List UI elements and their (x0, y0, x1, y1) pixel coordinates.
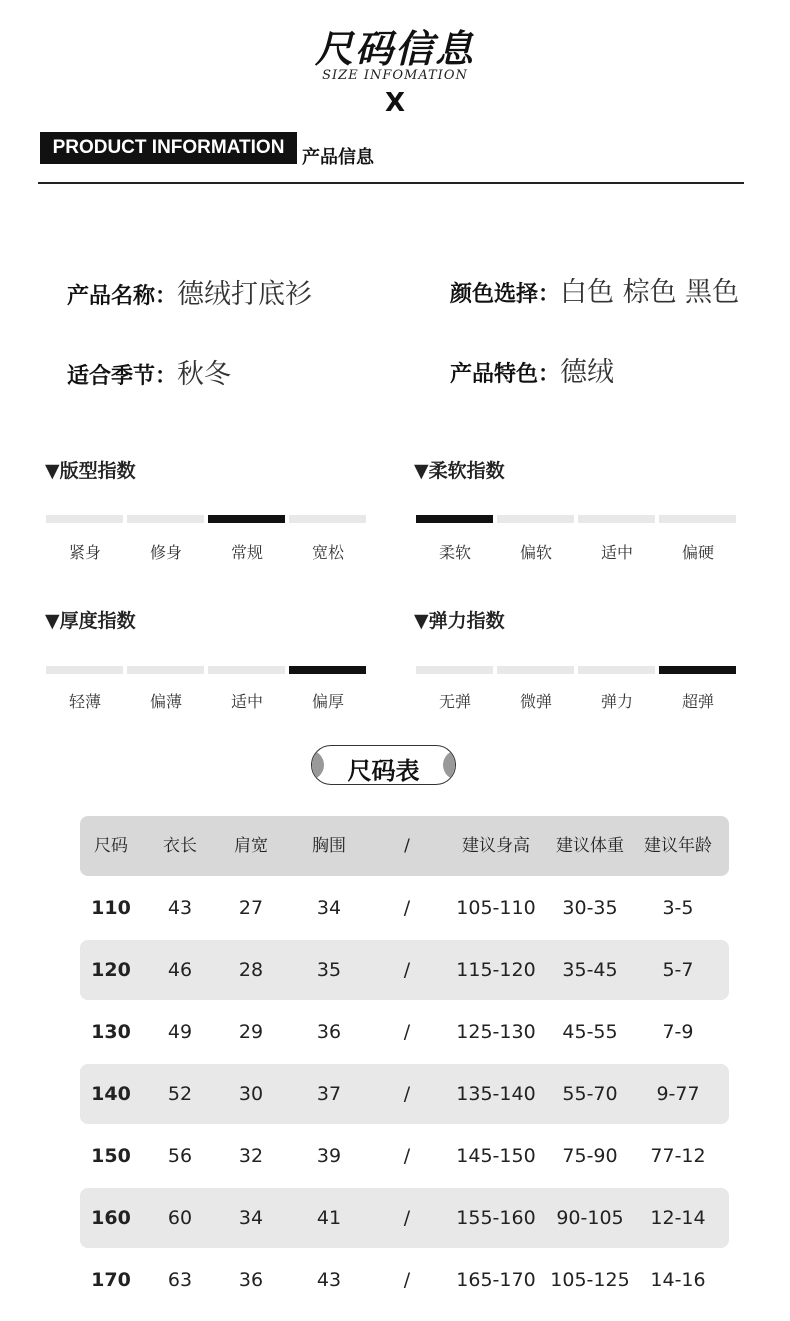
table-cell: 155-160 (456, 1207, 536, 1229)
table-cell: 39 (316, 1145, 342, 1167)
elasticity-scale-label: 超弹 (681, 692, 714, 711)
table-header-cell: 肩宽 (234, 836, 268, 856)
thickness-scale-segment (208, 666, 285, 674)
table-cell: / (403, 897, 411, 919)
table-row (80, 1064, 729, 1124)
fit-scale-label: 紧身 (68, 543, 101, 562)
table-cell: / (403, 1145, 411, 1167)
softness-scale-segment (416, 515, 493, 523)
table-cell: 55-70 (562, 1083, 618, 1105)
table-cell: 170 (91, 1269, 131, 1291)
product-name-value: 德绒打底衫 (177, 279, 313, 310)
table-cell: 140 (91, 1083, 131, 1105)
elasticity-scale-segment (578, 666, 655, 674)
feature-row (450, 350, 614, 389)
table-cell: 29 (238, 1021, 264, 1043)
season-value: 秋冬 (177, 359, 232, 390)
elasticity-scale-segment (659, 666, 736, 674)
divider-mark: X (384, 88, 406, 118)
elasticity-scale-label: 微弹 (519, 692, 552, 711)
table-cell: 37 (316, 1083, 342, 1105)
table-cell: 41 (316, 1207, 342, 1229)
product-name-row (67, 272, 312, 311)
softness-scale-label: 偏软 (519, 543, 552, 562)
fit-scale-label: 宽松 (311, 543, 344, 562)
fit-scale-segment (208, 515, 285, 523)
table-header-cell: 尺码 (94, 836, 128, 856)
table-cell: 105-125 (550, 1269, 630, 1291)
table-cell: 77-12 (650, 1145, 706, 1167)
table-cell: 115-120 (456, 959, 536, 981)
table-cell: 105-110 (456, 897, 536, 919)
table-cell: 30 (238, 1083, 264, 1105)
table-cell: 27 (238, 897, 264, 919)
fit-scale-label: 常规 (230, 543, 263, 562)
table-cell: 36 (238, 1269, 264, 1291)
thickness-scale-segment (289, 666, 366, 674)
table-cell: / (403, 1207, 411, 1229)
elasticity-scale-label: 无弹 (438, 692, 471, 711)
table-cell: / (403, 1083, 411, 1105)
thickness-scale-label: 适中 (230, 692, 263, 711)
thickness-scale-label: 轻薄 (68, 692, 101, 711)
elasticity-scale-label: 弹力 (600, 692, 633, 711)
product-name-label: 产品名称： (67, 284, 178, 309)
softness-scale-segment (497, 515, 574, 523)
fit-scale-segment (289, 515, 366, 523)
table-cell: 14-16 (650, 1269, 706, 1291)
table-header-row (80, 816, 729, 876)
size-chart-title-pill (311, 745, 456, 785)
table-row (80, 1126, 729, 1186)
table-cell: 12-14 (650, 1207, 706, 1229)
table-cell: 110 (91, 897, 131, 919)
table-cell: 5-7 (662, 959, 694, 981)
table-cell: 56 (167, 1145, 193, 1167)
color-label: 颜色选择： (450, 282, 561, 307)
softness-scale-label: 柔软 (438, 543, 471, 562)
table-cell: 165-170 (456, 1269, 536, 1291)
table-cell: 125-130 (456, 1021, 536, 1043)
table-cell: 120 (91, 959, 131, 981)
table-cell: 46 (167, 959, 193, 981)
page-title: 尺码信息 (314, 27, 475, 71)
table-cell: 45-55 (562, 1021, 618, 1043)
table-cell: 35 (316, 959, 342, 981)
feature-value: 德绒 (560, 357, 615, 388)
table-cell: 36 (316, 1021, 342, 1043)
table-cell: 30-35 (562, 897, 618, 919)
table-cell: / (403, 1269, 411, 1291)
softness-scale-segment (578, 515, 655, 523)
table-header-cell: 建议年龄 (644, 836, 712, 856)
color-value: 白色 棕色 黑色 (560, 277, 740, 308)
table-header-cell: 衣长 (163, 836, 197, 856)
table-cell: 135-140 (456, 1083, 536, 1105)
table-cell: 43 (316, 1269, 342, 1291)
section-divider (38, 182, 744, 184)
table-cell: 150 (91, 1145, 131, 1167)
table-cell: 130 (91, 1021, 131, 1043)
table-header-cell: 建议体重 (556, 836, 624, 856)
table-cell: / (403, 1021, 411, 1043)
thickness-scale-label: 偏厚 (311, 692, 344, 711)
color-row (450, 270, 739, 309)
fit-scale-segment (46, 515, 123, 523)
product-information-badge: PRODUCT INFORMATION (40, 132, 297, 164)
softness-scale-segment (659, 515, 736, 523)
thickness-scale-label: 偏薄 (149, 692, 182, 711)
product-information-label: 产品信息 (302, 147, 374, 168)
table-cell: 43 (167, 897, 193, 919)
thickness-index-title: ▼厚度指数 (45, 610, 136, 632)
softness-scale-label: 适中 (600, 543, 633, 562)
table-cell: 75-90 (562, 1145, 618, 1167)
table-cell: 34 (316, 897, 342, 919)
size-chart-title: 尺码表 (347, 757, 420, 785)
elasticity-index-title: ▼弹力指数 (414, 610, 505, 632)
fit-index-title: ▼版型指数 (45, 460, 136, 482)
fit-scale-segment (127, 515, 204, 523)
table-cell: 52 (167, 1083, 193, 1105)
season-row (67, 352, 231, 391)
thickness-scale-segment (127, 666, 204, 674)
table-cell: 60 (167, 1207, 193, 1229)
table-header-cell: 胸围 (312, 836, 346, 856)
elasticity-scale-segment (497, 666, 574, 674)
table-cell: 7-9 (662, 1021, 694, 1043)
table-cell: 49 (167, 1021, 193, 1043)
table-cell: 28 (238, 959, 264, 981)
table-header-cell: / (404, 836, 410, 856)
table-cell: 3-5 (662, 897, 694, 919)
table-cell: 9-77 (656, 1083, 700, 1105)
softness-scale-label: 偏硬 (681, 543, 714, 562)
table-header-cell: 建议身高 (462, 836, 530, 856)
page-subtitle: SIZE INFOMATION (322, 68, 468, 83)
softness-index-title: ▼柔软指数 (414, 460, 505, 482)
season-label: 适合季节： (67, 364, 178, 389)
thickness-scale-segment (46, 666, 123, 674)
table-row (80, 1002, 729, 1062)
table-cell: 34 (238, 1207, 264, 1229)
table-row (80, 1250, 729, 1310)
elasticity-scale-segment (416, 666, 493, 674)
table-row (80, 940, 729, 1000)
fit-scale-label: 修身 (149, 543, 182, 562)
table-cell: 90-105 (556, 1207, 624, 1229)
table-cell: 160 (91, 1207, 131, 1229)
table-cell: 63 (167, 1269, 193, 1291)
table-cell: 32 (238, 1145, 264, 1167)
table-row (80, 1188, 729, 1248)
table-row (80, 878, 729, 938)
table-cell: 35-45 (562, 959, 618, 981)
table-cell: / (403, 959, 411, 981)
table-cell: 145-150 (456, 1145, 536, 1167)
feature-label: 产品特色： (450, 362, 561, 387)
